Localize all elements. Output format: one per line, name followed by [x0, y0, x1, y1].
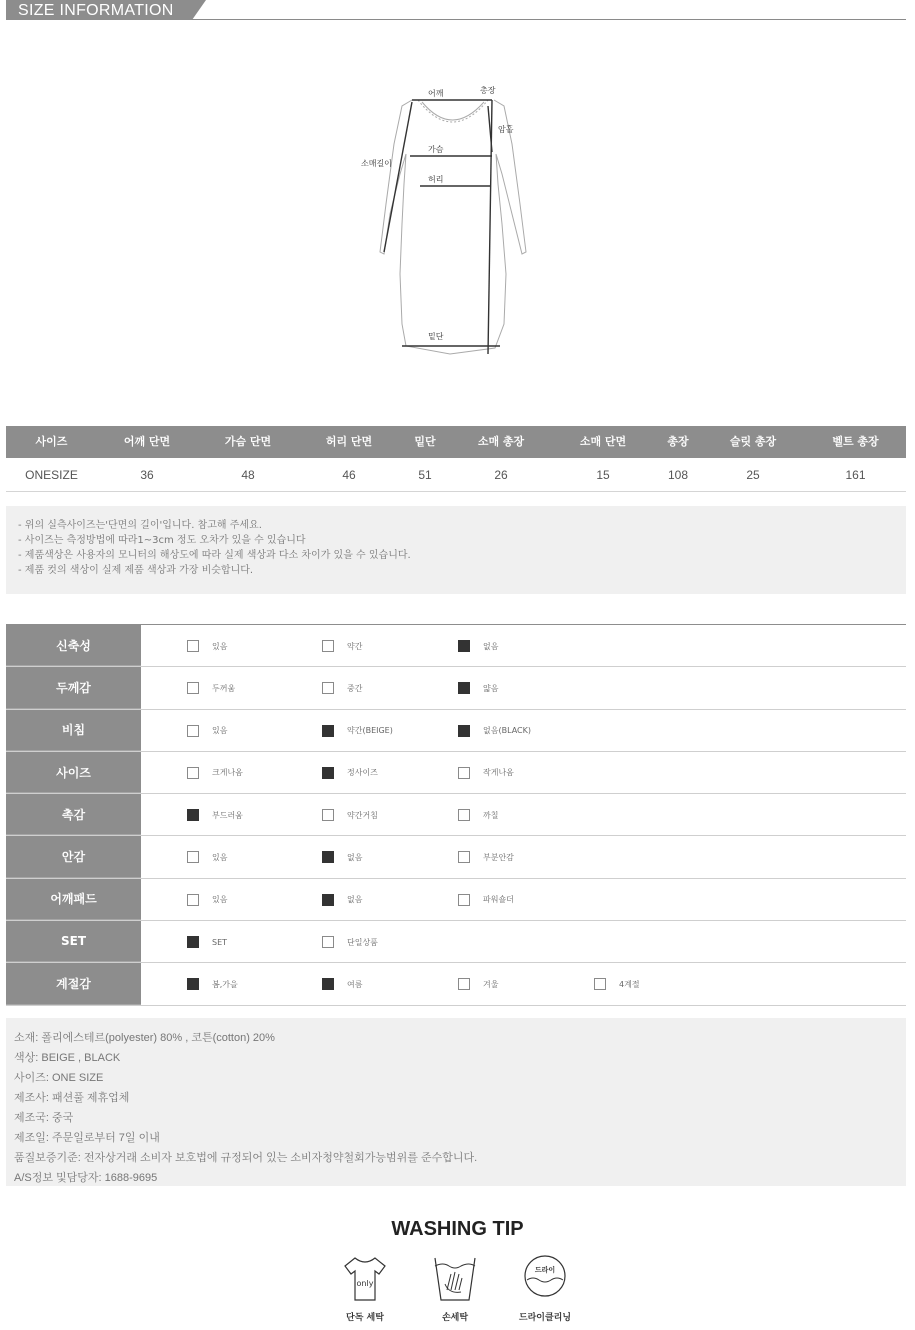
header-cell: 사이즈: [35, 435, 68, 448]
attribute-label: 사이즈: [6, 752, 141, 793]
note-line: - 사이즈는 측정방법에 따라1~3cm 정도 오차가 있을 수 있습니다: [18, 535, 306, 546]
checkbox-unchecked[interactable]: [187, 640, 199, 652]
tshirt-only-icon: [339, 1252, 391, 1306]
attribute-label: 어깨패드: [6, 879, 141, 920]
table-cell: 36: [140, 468, 154, 482]
table-cell: 46: [342, 468, 356, 482]
table-row: [6, 458, 906, 492]
attribute-option[interactable]: [458, 879, 514, 921]
material-info: [6, 1018, 906, 1186]
option-label: 파워숄더: [483, 895, 514, 905]
wash-item-dry: [515, 1252, 575, 1323]
note-line: - 제품색상은 사용자의 모니터의 해상도에 따라 실제 색상과 다소 차이가 있을 수 있습니다.: [18, 550, 411, 561]
size-table-header: [6, 426, 906, 458]
option-label: 봄,가을: [212, 979, 238, 989]
checkbox-unchecked[interactable]: [187, 894, 199, 906]
attribute-row: [6, 879, 906, 921]
attribute-option[interactable]: [458, 752, 514, 794]
header-cell: 소매 총장: [477, 435, 525, 448]
checkbox-checked[interactable]: [322, 767, 334, 779]
option-label: 두꺼움: [212, 683, 236, 693]
material-line: A/S정보 및담당자: 1688-9695: [14, 1172, 158, 1184]
label-chest: 가슴: [428, 145, 444, 154]
note-line: - 제품 컷의 색상이 실제 제품 색상과 가장 비슷합니다.: [18, 565, 254, 576]
checkbox-checked[interactable]: [322, 725, 334, 737]
attribute-label: 안감: [6, 836, 141, 877]
option-label: 약간(BEIGE): [347, 726, 393, 736]
checkbox-unchecked[interactable]: [322, 936, 334, 948]
label-length: 총장: [480, 86, 496, 95]
option-label: 중간: [347, 683, 363, 693]
attribute-option[interactable]: [458, 963, 498, 1005]
table-cell: ONESIZE: [25, 468, 78, 482]
attribute-option[interactable]: [458, 710, 531, 752]
section-header: [6, 0, 906, 20]
label-sleeve-length: 소매길이: [361, 159, 392, 168]
option-label: 약간: [347, 641, 363, 651]
option-label: 부드러움: [212, 810, 243, 820]
attribute-label: 두께감: [6, 667, 141, 708]
attribute-row: [6, 710, 906, 752]
attribute-options: [141, 879, 906, 920]
attribute-option[interactable]: [458, 667, 498, 709]
checkbox-checked[interactable]: [187, 936, 199, 948]
attribute-options: [141, 836, 906, 877]
note-line: - 위의 실측사이즈는'단면의 길이'입니다. 참고해 주세요.: [18, 520, 262, 531]
wash-label: 손세탁: [441, 1313, 469, 1323]
option-label: 없음: [347, 852, 363, 862]
checkbox-checked[interactable]: [458, 640, 470, 652]
material-line: 제조사: 패션풀 제휴업체: [14, 1092, 130, 1104]
attribute-option[interactable]: [458, 836, 514, 878]
attribute-options: [141, 794, 906, 835]
option-label: 얇음: [483, 683, 499, 693]
table-cell: 48: [241, 468, 255, 482]
attribute-option[interactable]: [458, 794, 498, 836]
material-line: 제조국: 중국: [14, 1112, 74, 1124]
attribute-option[interactable]: [187, 752, 243, 794]
attribute-option[interactable]: [458, 625, 498, 667]
attribute-label: 촉감: [6, 794, 141, 835]
attribute-options: [141, 752, 906, 793]
attribute-label: 신축성: [6, 625, 141, 666]
attribute-row: [6, 963, 906, 1005]
option-label: 있음: [212, 852, 228, 862]
checkbox-checked[interactable]: [187, 978, 199, 990]
checkbox-unchecked[interactable]: [187, 682, 199, 694]
attribute-option[interactable]: [322, 836, 362, 878]
checkbox-unchecked[interactable]: [322, 640, 334, 652]
checkbox-checked[interactable]: [322, 851, 334, 863]
header-cell: 벨트 총장: [832, 435, 879, 448]
header-cell: 밑단: [414, 435, 436, 448]
wash-label: 드라이클리닝: [518, 1313, 572, 1323]
checkbox-unchecked[interactable]: [458, 894, 470, 906]
header-cell: 총장: [667, 435, 689, 448]
option-label: 있음: [212, 895, 228, 905]
dry-icon-text: 드라이: [534, 1266, 556, 1274]
checkbox-checked[interactable]: [458, 725, 470, 737]
attribute-option[interactable]: [322, 752, 378, 794]
attribute-option[interactable]: [322, 794, 378, 836]
option-label: 작게나옴: [483, 768, 514, 778]
table-cell: 25: [746, 468, 760, 482]
checkbox-unchecked[interactable]: [594, 978, 606, 990]
attribute-table: [6, 624, 906, 1006]
attribute-options: [141, 963, 906, 1004]
size-notes: [6, 506, 906, 594]
checkbox-unchecked[interactable]: [458, 851, 470, 863]
dry-clean-icon: [519, 1252, 571, 1306]
table-cell: 15: [596, 468, 610, 482]
material-line: 소재: 폴리에스테르(polyester) 80% , 코튼(cotton) 20%: [14, 1032, 275, 1044]
attribute-label: 비침: [6, 710, 141, 751]
attribute-row: [6, 921, 906, 963]
table-cell: 51: [418, 468, 432, 482]
wash-item-solo: [335, 1252, 395, 1323]
table-cell: 108: [667, 468, 689, 482]
wash-label: 단독 세탁: [346, 1313, 384, 1323]
option-label: 없음: [483, 641, 499, 651]
option-label: 크게나옴: [212, 768, 243, 778]
dress-diagram: [350, 84, 550, 364]
attribute-option[interactable]: [322, 667, 362, 709]
attribute-option[interactable]: [187, 667, 235, 709]
attribute-option[interactable]: [187, 921, 227, 963]
wash-item-hand: [425, 1252, 485, 1323]
attribute-label: SET: [6, 921, 141, 962]
attribute-option[interactable]: [594, 963, 640, 1005]
attribute-row: [6, 667, 906, 709]
option-label: 있음: [212, 641, 228, 651]
label-waist: 허리: [428, 175, 444, 184]
option-label: 약간거침: [347, 810, 378, 820]
attribute-option[interactable]: [187, 963, 238, 1005]
checkbox-unchecked[interactable]: [458, 978, 470, 990]
header-cell: 어깨 단면: [123, 435, 171, 448]
checkbox-unchecked[interactable]: [322, 809, 334, 821]
option-label: 있음: [212, 726, 228, 736]
material-line: 사이즈: ONE SIZE: [14, 1072, 104, 1084]
material-line: 품질보증기준: 전자상거래 소비자 보호법에 규정되어 있는 소비자청약철회가능범위를 준수합니다.: [14, 1152, 478, 1164]
checkbox-checked[interactable]: [458, 682, 470, 694]
attribute-options: [141, 710, 906, 751]
material-line: 제조일: 주문일로부터 7일 이내: [14, 1132, 160, 1144]
attribute-row: [6, 836, 906, 878]
material-line: 색상: BEIGE , BLACK: [14, 1052, 121, 1064]
attribute-row: [6, 752, 906, 794]
attribute-options: [141, 921, 906, 962]
option-label: 단일상품: [347, 937, 378, 947]
header-cell: 슬릿 총장: [729, 435, 777, 448]
option-label: 까칠: [483, 810, 499, 820]
attribute-row: [6, 625, 906, 667]
checkbox-unchecked[interactable]: [458, 809, 470, 821]
attribute-options: [141, 625, 906, 666]
option-label: SET: [212, 937, 228, 947]
checkbox-checked[interactable]: [322, 978, 334, 990]
label-shoulder: 어깨: [428, 89, 444, 98]
section-title: SIZE INFORMATION: [6, 0, 192, 20]
table-cell: 161: [845, 468, 866, 482]
checkbox-unchecked[interactable]: [458, 767, 470, 779]
header-cell: 소매 단면: [579, 435, 627, 448]
option-label: 정사이즈: [347, 768, 378, 778]
header-tab-slant: [192, 0, 206, 20]
table-cell: 26: [494, 468, 508, 482]
option-label: 겨울: [483, 979, 499, 989]
option-label: 여름: [347, 979, 363, 989]
attribute-options: [141, 667, 906, 708]
attribute-option[interactable]: [187, 836, 227, 878]
dress-outline-image: [350, 84, 550, 364]
attribute-option[interactable]: [187, 879, 227, 921]
option-label: 없음: [347, 895, 363, 905]
option-label: 없음(BLACK): [483, 726, 531, 736]
option-label: 부분안감: [483, 852, 514, 862]
attribute-option[interactable]: [187, 710, 227, 752]
checkbox-unchecked[interactable]: [322, 682, 334, 694]
checkbox-checked[interactable]: [322, 894, 334, 906]
attribute-option[interactable]: [322, 879, 362, 921]
checkbox-unchecked[interactable]: [187, 725, 199, 737]
size-table: [6, 426, 906, 492]
checkbox-unchecked[interactable]: [187, 851, 199, 863]
hand-wash-icon: [429, 1252, 481, 1306]
attribute-option[interactable]: [187, 625, 227, 667]
tshirt-icon-text: only: [356, 1279, 374, 1288]
checkbox-checked[interactable]: [187, 809, 199, 821]
option-label: 4계절: [619, 979, 640, 989]
checkbox-unchecked[interactable]: [187, 767, 199, 779]
label-hem: 밑단: [428, 332, 444, 341]
attribute-option[interactable]: [322, 921, 378, 963]
attribute-option[interactable]: [322, 963, 362, 1005]
attribute-option[interactable]: [322, 710, 393, 752]
attribute-option[interactable]: [187, 794, 243, 836]
washing-tip-title: WASHING TIP: [391, 1218, 524, 1240]
label-armhole: 암홀: [498, 125, 514, 134]
header-cell: 허리 단면: [325, 435, 373, 448]
header-cell: 가슴 단면: [224, 435, 272, 448]
attribute-option[interactable]: [322, 625, 362, 667]
attribute-label: 계절감: [6, 963, 141, 1004]
attribute-row: [6, 794, 906, 836]
